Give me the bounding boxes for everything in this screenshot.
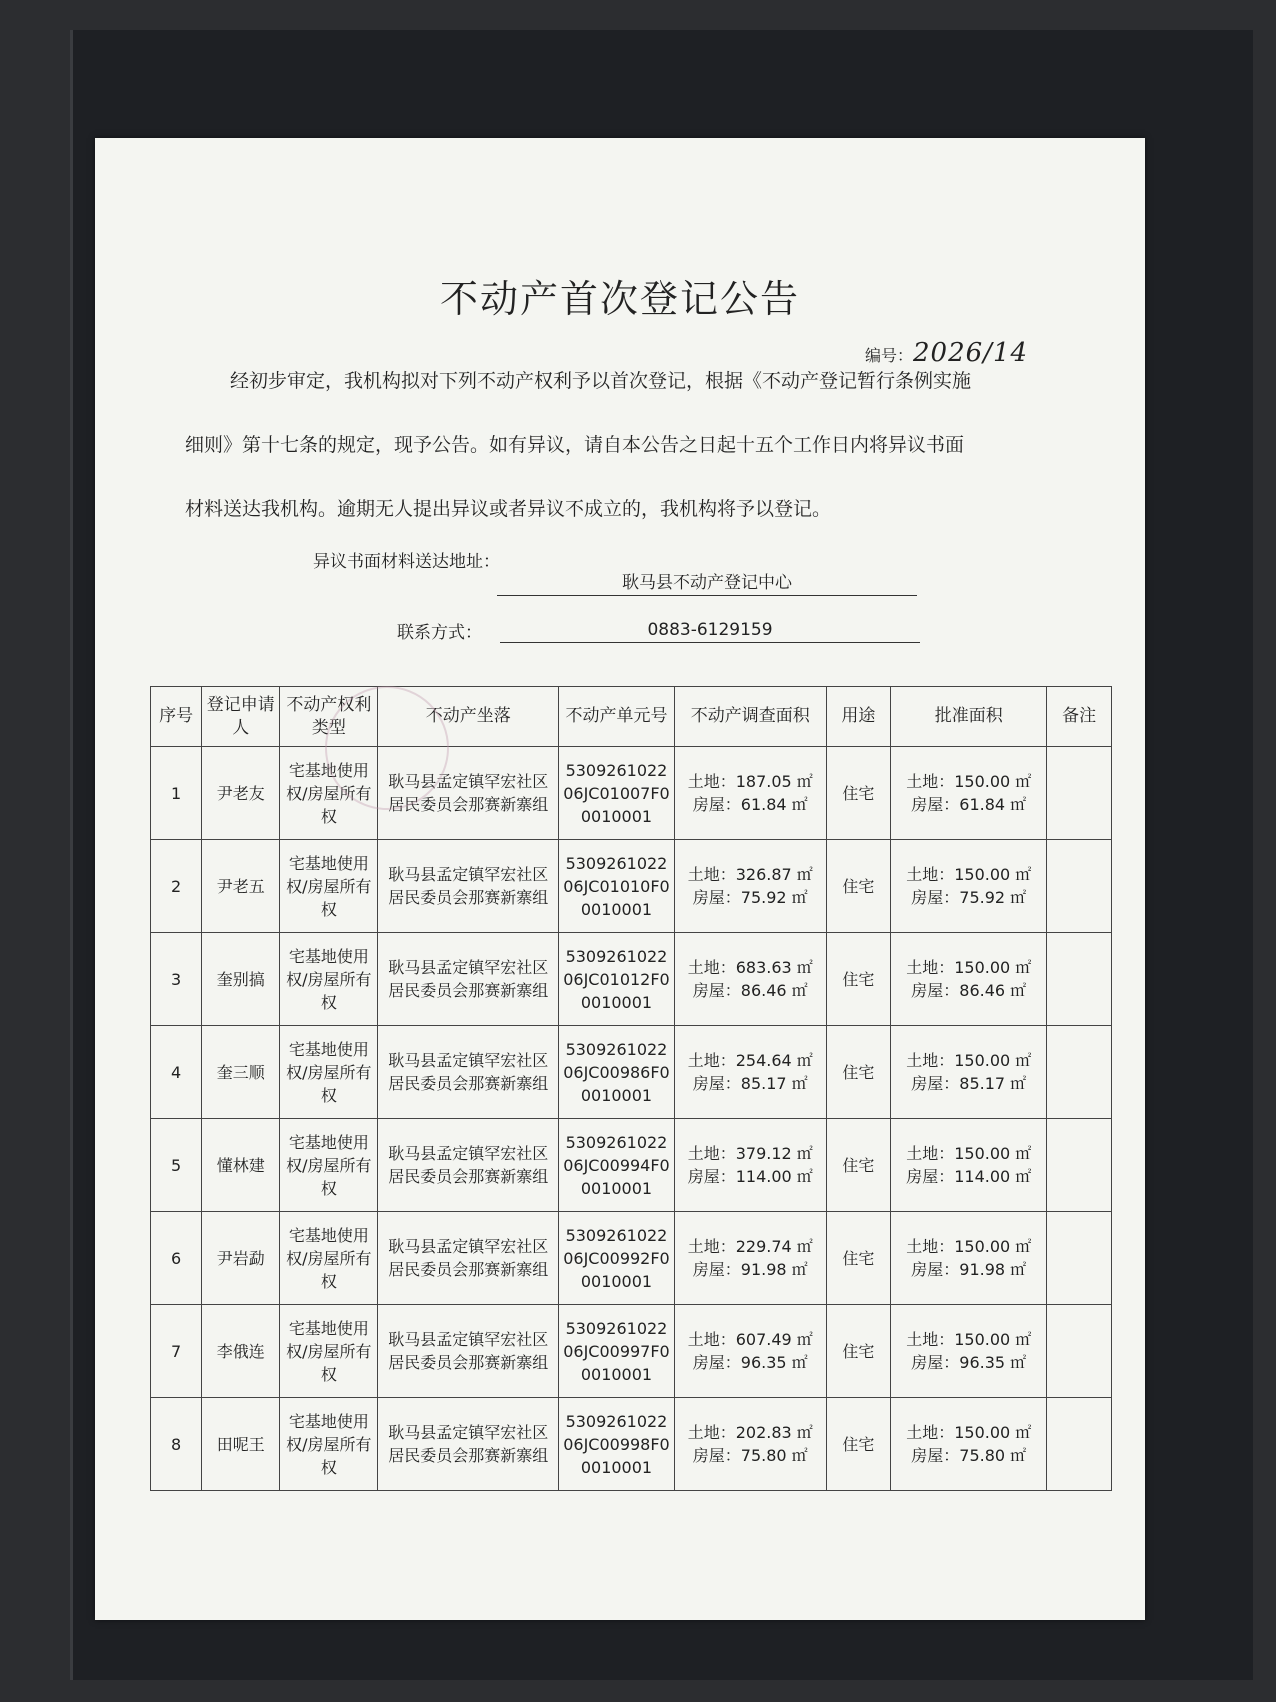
remark xyxy=(1047,747,1112,840)
survey-land: 土地：379.12 ㎡ xyxy=(687,1144,813,1163)
applicant-name: 尹岩勐 xyxy=(202,1212,280,1305)
header-cell: 批准面积 xyxy=(891,687,1047,747)
applicant-name: 懂林建 xyxy=(202,1119,280,1212)
property-location: 耿马县孟定镇罕宏社区居民委员会那赛新寨组 xyxy=(378,933,559,1026)
survey-land: 土地：187.05 ㎡ xyxy=(687,772,813,791)
survey-house: 房屋：96.35 ㎡ xyxy=(692,1353,808,1372)
approved-house: 房屋：61.84 ㎡ xyxy=(911,795,1027,814)
survey-area xyxy=(674,1305,826,1398)
remark xyxy=(1047,933,1112,1026)
applicant-name: 奎三顺 xyxy=(202,1026,280,1119)
serial-label: 编号： xyxy=(865,346,914,365)
usage: 住宅 xyxy=(826,840,891,933)
table-row xyxy=(151,840,1112,933)
survey-area xyxy=(674,1119,826,1212)
approved-land: 土地：150.00 ㎡ xyxy=(906,1144,1032,1163)
table-row xyxy=(151,1119,1112,1212)
header-cell: 不动产调查面积 xyxy=(674,687,826,747)
unit-number: 530926102206JC00998F00010001 xyxy=(559,1398,675,1491)
approved-area xyxy=(891,1119,1047,1212)
property-location: 耿马县孟定镇罕宏社区居民委员会那赛新寨组 xyxy=(378,747,559,840)
approved-house: 房屋：86.46 ㎡ xyxy=(911,981,1027,1000)
usage: 住宅 xyxy=(826,1212,891,1305)
approved-house: 房屋：91.98 ㎡ xyxy=(911,1260,1027,1279)
approved-land: 土地：150.00 ㎡ xyxy=(906,1330,1032,1349)
remark xyxy=(1047,840,1112,933)
survey-land: 土地：229.74 ㎡ xyxy=(687,1237,813,1256)
table-header-row xyxy=(151,687,1112,747)
approved-area xyxy=(891,1026,1047,1119)
approved-house: 房屋：96.35 ㎡ xyxy=(911,1353,1027,1372)
applicant-name: 尹老五 xyxy=(202,840,280,933)
approved-area xyxy=(891,747,1047,840)
header-cell: 序号 xyxy=(151,687,202,747)
table-row xyxy=(151,1212,1112,1305)
unit-number: 530926102206JC00994F00010001 xyxy=(559,1119,675,1212)
survey-house: 房屋：61.84 ㎡ xyxy=(692,795,808,814)
survey-house: 房屋：91.98 ㎡ xyxy=(692,1260,808,1279)
survey-area xyxy=(674,840,826,933)
applicant-name: 李俄连 xyxy=(202,1305,280,1398)
survey-land: 土地：254.64 ㎡ xyxy=(687,1051,813,1070)
applicant-name: 尹老友 xyxy=(202,747,280,840)
usage: 住宅 xyxy=(826,1119,891,1212)
property-location: 耿马县孟定镇罕宏社区居民委员会那赛新寨组 xyxy=(378,1119,559,1212)
registration-table xyxy=(150,686,1112,1491)
approved-land: 土地：150.00 ㎡ xyxy=(906,1237,1032,1256)
right-type: 宅基地使用权/房屋所有权 xyxy=(280,933,378,1026)
row-number: 2 xyxy=(151,840,202,933)
survey-house: 房屋：75.92 ㎡ xyxy=(692,888,808,907)
contact-label: 联系方式： xyxy=(397,623,482,643)
table-row xyxy=(151,1026,1112,1119)
row-number: 1 xyxy=(151,747,202,840)
property-location: 耿马县孟定镇罕宏社区居民委员会那赛新寨组 xyxy=(378,1398,559,1491)
row-number: 6 xyxy=(151,1212,202,1305)
survey-land: 土地：607.49 ㎡ xyxy=(687,1330,813,1349)
table-row xyxy=(151,933,1112,1026)
unit-number: 530926102206JC00992F00010001 xyxy=(559,1212,675,1305)
property-location: 耿马县孟定镇罕宏社区居民委员会那赛新寨组 xyxy=(378,1026,559,1119)
approved-land: 土地：150.00 ㎡ xyxy=(906,1423,1032,1442)
survey-house: 房屋：114.00 ㎡ xyxy=(687,1167,813,1186)
approved-area xyxy=(891,1398,1047,1491)
approved-land: 土地：150.00 ㎡ xyxy=(906,1051,1032,1070)
survey-house: 房屋：86.46 ㎡ xyxy=(692,981,808,1000)
serial-number xyxy=(865,338,1028,368)
approved-land: 土地：150.00 ㎡ xyxy=(906,958,1032,977)
right-type: 宅基地使用权/房屋所有权 xyxy=(280,747,378,840)
right-type: 宅基地使用权/房屋所有权 xyxy=(280,1398,378,1491)
table-row xyxy=(151,747,1112,840)
remark xyxy=(1047,1305,1112,1398)
property-location: 耿马县孟定镇罕宏社区居民委员会那赛新寨组 xyxy=(378,1212,559,1305)
survey-area xyxy=(674,1026,826,1119)
header-cell: 不动产坐落 xyxy=(378,687,559,747)
survey-house: 房屋：75.80 ㎡ xyxy=(692,1446,808,1465)
approved-house: 房屋：114.00 ㎡ xyxy=(906,1167,1032,1186)
right-type: 宅基地使用权/房屋所有权 xyxy=(280,1119,378,1212)
address-value: 耿马县不动产登记中心 xyxy=(497,568,917,596)
remark xyxy=(1047,1212,1112,1305)
table-row xyxy=(151,1398,1112,1491)
header-cell: 不动产单元号 xyxy=(559,687,675,747)
header-cell: 用途 xyxy=(826,687,891,747)
table-row xyxy=(151,1305,1112,1398)
property-location: 耿马县孟定镇罕宏社区居民委员会那赛新寨组 xyxy=(378,1305,559,1398)
row-number: 4 xyxy=(151,1026,202,1119)
header-cell: 备注 xyxy=(1047,687,1112,747)
approved-area xyxy=(891,1212,1047,1305)
survey-area xyxy=(674,747,826,840)
applicant-name: 奎别搞 xyxy=(202,933,280,1026)
approved-area xyxy=(891,1305,1047,1398)
right-type: 宅基地使用权/房屋所有权 xyxy=(280,1026,378,1119)
row-number: 5 xyxy=(151,1119,202,1212)
survey-house: 房屋：85.17 ㎡ xyxy=(692,1074,808,1093)
applicant-name: 田呢王 xyxy=(202,1398,280,1491)
approved-house: 房屋：75.80 ㎡ xyxy=(911,1446,1027,1465)
row-number: 3 xyxy=(151,933,202,1026)
remark xyxy=(1047,1119,1112,1212)
survey-area xyxy=(674,1398,826,1491)
remark xyxy=(1047,1398,1112,1491)
unit-number: 530926102206JC01010F00010001 xyxy=(559,840,675,933)
unit-number: 530926102206JC00997F00010001 xyxy=(559,1305,675,1398)
row-number: 8 xyxy=(151,1398,202,1491)
right-type: 宅基地使用权/房屋所有权 xyxy=(280,1305,378,1398)
survey-area xyxy=(674,1212,826,1305)
unit-number: 530926102206JC01007F00010001 xyxy=(559,747,675,840)
unit-number: 530926102206JC01012F00010001 xyxy=(559,933,675,1026)
approved-house: 房屋：75.92 ㎡ xyxy=(911,888,1027,907)
survey-land: 土地：683.63 ㎡ xyxy=(687,958,813,977)
header-cell: 登记申请人 xyxy=(202,687,280,747)
approved-area xyxy=(891,840,1047,933)
serial-value: 2026/14 xyxy=(913,338,1029,368)
survey-area xyxy=(674,933,826,1026)
paragraph-line-2: 细则》第十七条的规定，现予公告。如有异议，请自本公告之日起十五个工作日内将异议书面 xyxy=(185,434,965,456)
survey-land: 土地：326.87 ㎡ xyxy=(687,865,813,884)
approved-land: 土地：150.00 ㎡ xyxy=(906,772,1032,791)
usage: 住宅 xyxy=(826,933,891,1026)
address-label: 异议书面材料送达地址： xyxy=(313,552,500,572)
paragraph-line-3: 材料送达我机构。逾期无人提出异议或者异议不成立的，我机构将予以登记。 xyxy=(185,498,832,520)
approved-house: 房屋：85.17 ㎡ xyxy=(911,1074,1027,1093)
usage: 住宅 xyxy=(826,1398,891,1491)
right-type: 宅基地使用权/房屋所有权 xyxy=(280,840,378,933)
document-title: 不动产首次登记公告 xyxy=(439,277,800,321)
header-cell: 不动产权利类型 xyxy=(280,687,378,747)
unit-number: 530926102206JC00986F00010001 xyxy=(559,1026,675,1119)
remark xyxy=(1047,1026,1112,1119)
notice-document xyxy=(95,138,1145,1620)
usage: 住宅 xyxy=(826,1305,891,1398)
paragraph-line-1: 经初步审定，我机构拟对下列不动产权利予以首次登记，根据《不动产登记暂行条例实施 xyxy=(230,370,972,392)
usage: 住宅 xyxy=(826,747,891,840)
usage: 住宅 xyxy=(826,1026,891,1119)
approved-area xyxy=(891,933,1047,1026)
contact-value: 0883-6129159 xyxy=(500,620,920,643)
right-type: 宅基地使用权/房屋所有权 xyxy=(280,1212,378,1305)
approved-land: 土地：150.00 ㎡ xyxy=(906,865,1032,884)
row-number: 7 xyxy=(151,1305,202,1398)
property-location: 耿马县孟定镇罕宏社区居民委员会那赛新寨组 xyxy=(378,840,559,933)
survey-land: 土地：202.83 ㎡ xyxy=(687,1423,813,1442)
